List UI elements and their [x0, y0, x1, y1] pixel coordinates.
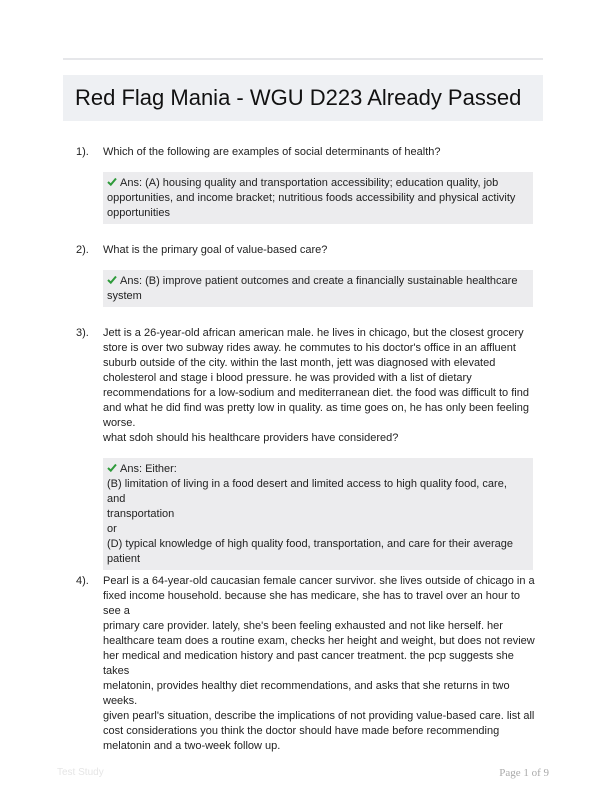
answer-line: opportunities, and income bracket; nutritious foods accessibility and physical activity: [107, 192, 516, 204]
question-line: Pearl is a 64-year-old caucasian female cancer survivor. she lives outside of chicago in a: [103, 575, 535, 587]
answer-box: [103, 270, 533, 307]
answer-line: transportation: [107, 508, 175, 520]
question-text: [103, 326, 536, 446]
question-line: worse.: [103, 417, 136, 429]
question-line: cost considerations you think the doctor should have made before recommending: [103, 725, 500, 737]
question-item: [76, 326, 536, 570]
answer-line: opportunities: [107, 207, 170, 219]
question-number: 4).: [76, 575, 89, 587]
question-line: melatonin, provides healthy diet recommendations, and asks that she returns in two weeks.: [103, 680, 510, 707]
question-line: her medical and medication history and past cancer treatment. the pcp suggests she takes: [103, 650, 514, 677]
question-item: [76, 145, 536, 224]
question-line: store is over two subway rides away. he commutes to his doctor's office in an affluent: [103, 342, 516, 354]
answer-line: (B) limitation of living in a food desert and limited access to high quality food, care, and: [107, 478, 507, 505]
question-line: and what he did find was pretty low in quality. as time goes on, he has only been feeling: [103, 402, 530, 414]
question-text: What is the primary goal of value-based care?: [103, 244, 328, 256]
answer-line: Ans: (B) improve patient outcomes and create a financially sustainable healthcare: [120, 275, 518, 287]
checkmark-icon: [107, 462, 117, 473]
footer-brand: Test Study: [57, 767, 104, 778]
question-line: given pearl's situation, describe the implications of not providing value-based care. list all: [103, 710, 535, 722]
top-divider: [63, 58, 543, 60]
question-line: suburb outside of the city. within the last month, jett was diagnosed with elevated: [103, 357, 496, 369]
question-text: Which of the following are examples of social determinants of health?: [103, 146, 441, 158]
checkmark-icon: [107, 176, 117, 187]
question-text: [103, 574, 536, 754]
answer-line: Ans: (A) housing quality and transportation accessibility; education quality, job: [120, 177, 499, 189]
question-line: what sdoh should his healthcare providers have considered?: [103, 432, 399, 444]
question-number: 2).: [76, 244, 89, 256]
answer-line: patient: [107, 553, 141, 565]
question-line: recommendations for a low-sodium and mediterranean diet. the food was difficult to find: [103, 387, 529, 399]
question-line: Jett is a 26-year-old african american male. he lives in chicago, but the closest grocery: [103, 327, 524, 339]
answer-line: or: [107, 523, 117, 535]
answer-line: system: [107, 290, 142, 302]
answer-line: (D) typical knowledge of high quality food, transportation, and care for their average: [107, 538, 514, 550]
page-title: Red Flag Mania - WGU D223 Already Passed: [75, 85, 522, 110]
question-number: 3).: [76, 327, 89, 339]
question-line: fixed income household. because she has medicare, she has to travel over an hour to see a: [103, 590, 521, 617]
answer-box: [103, 172, 533, 224]
question-line: primary care provider. lately, she's been feeling exhausted and not like herself. her: [103, 620, 503, 632]
question-item: [76, 243, 536, 307]
checkmark-icon: [107, 274, 117, 285]
answer-line: Ans: Either:: [120, 463, 177, 475]
page-indicator: Page 1 of 9: [499, 767, 549, 779]
title-banner: [63, 75, 543, 121]
question-number: 1).: [76, 146, 89, 158]
question-line: melatonin and a two-week follow up.: [103, 740, 281, 752]
question-item: [76, 574, 536, 754]
answer-box: [103, 458, 533, 570]
question-line: cholesterol and stage i blood pressure. he was provided with a list of dietary: [103, 372, 472, 384]
question-line: healthcare team does a routine exam, checks her height and weight, but does not review: [103, 635, 535, 647]
